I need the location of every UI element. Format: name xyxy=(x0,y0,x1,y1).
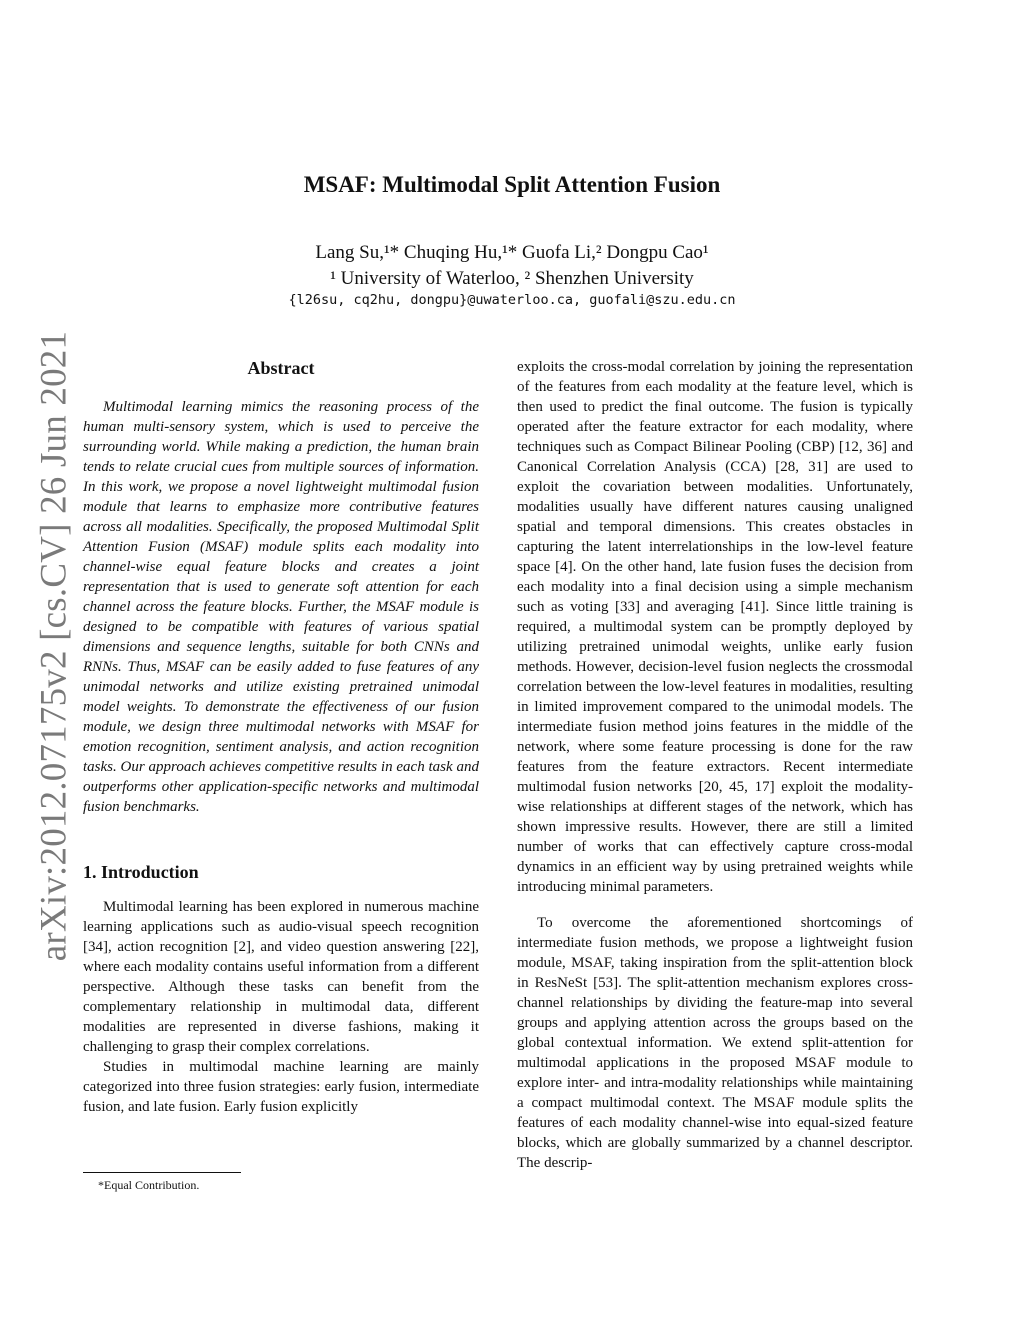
footnote-equal-contribution: *Equal Contribution. xyxy=(98,1178,200,1192)
right-paragraph-2: To overcome the aforementioned shortcomings of intermediate fusion methods, we propose a lightweight fusion module, MSAF, taking inspiration from the split-attention block in ResNeSt [53]. The split-attention mechanism explores cross-channel relationships by dividing the feature-map into several groups and applying attention across the groups based on the global contextual information. We extend split-attention for multimodal applications in the proposed MSAF module to explore inter- and intra-modality relationships while maintaining a compact multimodal context. The MSAF module splits the features of each modality channel-wise into equal-sized feature blocks, which are globally summarized by a channel descriptor. The descrip- xyxy=(517,915,913,1171)
right-column xyxy=(517,357,913,1173)
introduction-paragraph-2: Studies in multimodal machine learning are mainly categorized into three fusion strategies: early fusion, intermediate fusion, and late fusion. Early fusion explicitly xyxy=(83,1059,479,1115)
abstract-text: Multimodal learning mimics the reasoning process of the human multi-sensory system, which is used to perceive the surrounding world. While making a prediction, the human brain tends to relate crucial cues from multiple sources of information. In this work, we propose a novel lightweight multimodal fusion module that learns to emphasize more contributive features across all modalities. Specifically, the proposed Multimodal Split Attention Fusion (MSAF) module splits each modality into channel-wise equal feature blocks and creates a joint representation that is used to generate soft attention for each channel across the feature blocks. Further, the MSAF module is designed to be compatible with features of various spatial dimensions and sequence lengths, suitable for both CNNs and RNNs. Thus, MSAF can be easily added to fuse features of any unimodal networks and utilize existing pretrained unimodal model weights. To demonstrate the effectiveness of our fusion module, we design three multimodal networks with MSAF for emotion recognition, sentiment analysis, and action recognition tasks. Our approach achieves competitive results in each task and outperforms other application-specific networks and multimodal fusion benchmarks. xyxy=(83,399,479,815)
arxiv-identifier-stamp: arXiv:2012.07175v2 [cs.CV] 26 Jun 2021 xyxy=(33,330,75,962)
footnote-divider xyxy=(83,1172,241,1173)
abstract-heading: Abstract xyxy=(247,358,315,378)
author-emails: {l26su, cq2hu, dongpu}@uwaterloo.ca, guofali@szu.edu.cn xyxy=(288,292,736,308)
introduction-paragraph-1: Multimodal learning has been explored in numerous machine learning applications such as audio-visual speech recognition [34], action recognition [2], and video question answering [22], where each modality contains useful information from a different perspective. Although these tasks can benefit from the complementary relationship in multimodal data, different modalities are represented in diverse fashions, making it challenging to grasp their complex correlations. xyxy=(83,899,479,1055)
introduction-heading: 1. Introduction xyxy=(83,862,199,882)
author-block xyxy=(0,240,1024,292)
paper-title: MSAF: Multimodal Split Attention Fusion xyxy=(303,172,721,197)
author-affiliations: ¹ University of Waterloo, ² Shenzhen University xyxy=(330,268,694,289)
author-names: Lang Su,¹* Chuqing Hu,¹* Guofa Li,² Dongpu Cao¹ xyxy=(315,242,709,263)
right-paragraph-1: exploits the cross-modal correlation by joining the representation of the features from each modality at the feature level, which is then used to predict the final outcome. The fusion is typically operated after the feature extractor for each modality, where techniques such as Compact Bilinear Pooling (CBP) [12, 36] and Canonical Correlation Analysis (CCA) [28, 31] are used to exploit the covariation between modalities. Unfortunately, modalities usually have different natures causing unaligned spatial and temporal dimensions. This creates obstacles in capturing the latent interrelationships in the low-level feature space [4]. On the other hand, late fusion fuses the decision from each modality into a final decision using a simple mechanism such as voting [33] and averaging [41]. Since little training is required, a multimodal system can be promptly deployed by utilizing pretrained unimodal weights, unlike early fusion methods. However, decision-level fusion neglects the crossmodal correlation between the low-level features in modalities, resulting in limited improvement compared to the unimodal models. The intermediate fusion method joins features in the middle of the network, where some feature processing is done for the raw features from the feature extractors. Recent intermediate multimodal fusion networks [20, 45, 17] exploit the modality-wise relationships at different stages of the network, which has shown impressive results. However, there are still a limited number of works that can effectively capture cross-modal dynamics in an efficient way by using pretrained weights while introducing minimal parameters. xyxy=(517,359,913,895)
left-column xyxy=(83,357,479,1117)
